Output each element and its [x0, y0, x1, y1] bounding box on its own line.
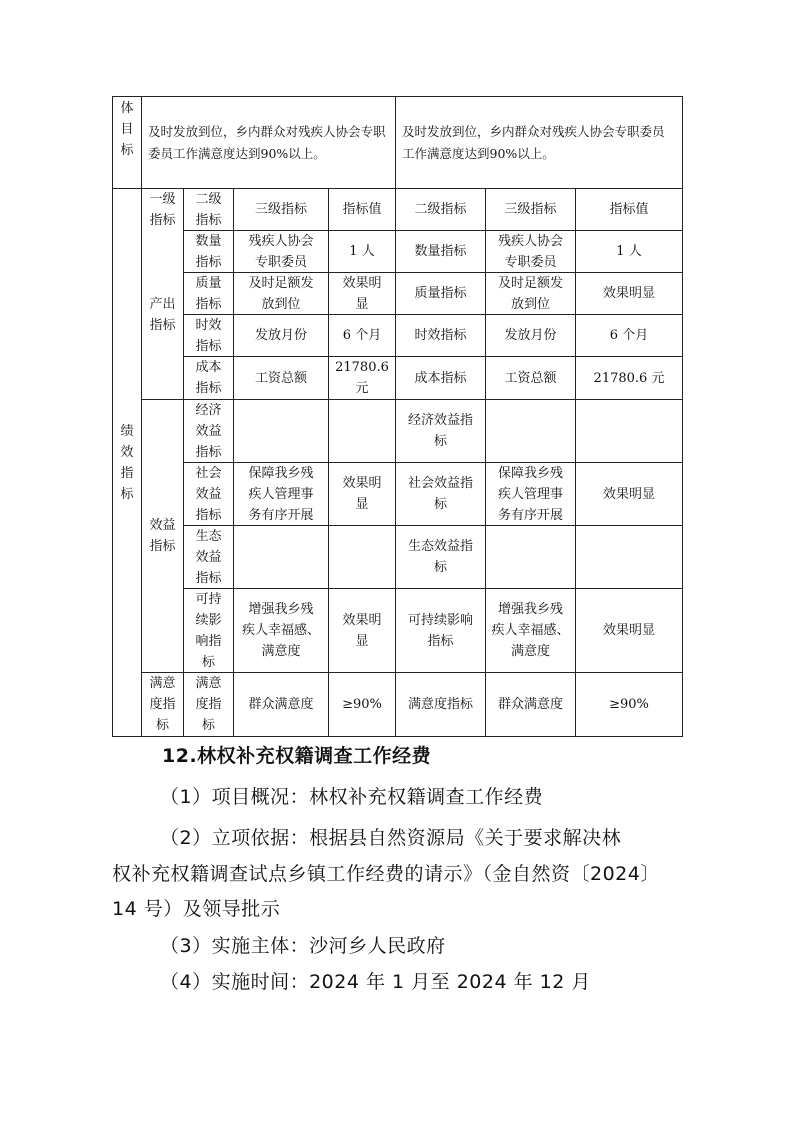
row-right-level2: 满意度指标 — [407, 697, 473, 712]
paragraph-overview: （1）项目概况：林权补充权籍调查工作经费 — [160, 786, 544, 808]
goal-text-left: 及时发放到位，乡内群众对残疾人协会专职委员工作满意度达到90%以上。 — [148, 123, 386, 161]
row-right-value: 21780.6 元 — [593, 370, 665, 386]
row-level2: 数量 指标 — [195, 233, 222, 270]
output-indicator-label: 产出 指标 — [149, 297, 176, 333]
row-level3 — [234, 526, 328, 588]
row-right-level2: 经济效益指 标 — [407, 413, 473, 449]
row-right-value: 1 人 — [616, 244, 642, 259]
row-level3: 群众满意度 — [248, 697, 314, 712]
header-right-level2: 二级指标 — [414, 202, 467, 217]
row-right-level3: 残疾人协会 专职委员 — [497, 233, 563, 270]
row-value — [329, 400, 395, 462]
goal-text-right: 及时发放到位，乡内群众对残疾人协会专职委员工作满意度达到90%以上。 — [402, 123, 665, 161]
paragraph-basis-line1: （2）立项依据：根据县自然资源局《关于要求解决林 — [160, 827, 622, 849]
row-value: ≥90% — [342, 697, 382, 712]
row-right-level3 — [486, 400, 575, 462]
row-right-level2: 时效指标 — [414, 328, 467, 343]
row-level3: 发放月份 — [254, 328, 307, 343]
row-right-level2: 成本指标 — [414, 370, 467, 386]
satisfaction-indicator-label: 满意 度指 标 — [149, 676, 176, 733]
header-level3: 三级指标 — [254, 202, 307, 217]
row-right-value: 效果明显 — [602, 623, 655, 638]
row-right-level2: 数量指标 — [414, 244, 467, 259]
row-right-level3: 增强我乡残 疾人幸福感、 满意度 — [491, 602, 570, 659]
row-level2: 经济 效益 指标 — [195, 402, 222, 460]
row-right-level2: 生态效益指 标 — [407, 539, 473, 575]
table-border-bottom — [112, 736, 682, 737]
row-level3: 保障我乡残 疾人管理事 务有序开展 — [248, 465, 314, 523]
row-right-level2: 质量指标 — [414, 286, 467, 301]
row-right-level3 — [486, 526, 575, 588]
goal-label-cell: 体 目 标 — [120, 101, 134, 158]
row-level3 — [234, 400, 328, 462]
row-right-level3: 工资总额 — [504, 370, 557, 386]
header-level2: 二级 指标 — [195, 191, 222, 228]
row-level2: 可持 续影 响指 标 — [195, 591, 222, 670]
row-value: 效果明 显 — [342, 476, 382, 512]
row-value: 6 个月 — [342, 328, 382, 343]
row-right-value: ≥90% — [609, 697, 649, 712]
row-level2: 生态 效益 指标 — [195, 528, 222, 586]
narrative-section — [0, 740, 793, 1122]
row-level2: 质量 指标 — [195, 275, 222, 312]
performance-indicator-label: 绩 效 指 标 — [120, 423, 134, 502]
section-heading: 12.林权补充权籍调查工作经费 — [162, 745, 432, 767]
row-level3: 残疾人协会 专职委员 — [248, 233, 314, 270]
paragraph-basis-line2: 权补充权籍调查试点乡镇工作经费的请示》（金自然资〔2024〕 — [112, 863, 660, 885]
row-level2: 满意 度指 标 — [195, 676, 222, 733]
row-level2: 社会 效益 指标 — [195, 465, 222, 523]
row-level3: 工资总额 — [254, 370, 307, 386]
row-right-level2: 社会效益指 标 — [407, 476, 473, 512]
row-level2: 成本 指标 — [195, 360, 222, 396]
header-right-level3: 三级指标 — [504, 202, 557, 217]
row-right-level3: 群众满意度 — [497, 697, 563, 712]
row-right-value: 6 个月 — [609, 328, 649, 343]
paragraph-period: （4）实施时间：2024 年 1 月至 2024 年 12 月 — [160, 971, 591, 993]
row-right-value — [576, 400, 682, 462]
paragraph-implementer: （3）实施主体：沙河乡人民政府 — [160, 935, 446, 957]
row-level3: 增强我乡残 疾人幸福感、 满意度 — [241, 602, 320, 659]
paragraph-basis-line3: 14 号）及领导批示 — [112, 898, 281, 920]
row-right-value: 效果明显 — [602, 486, 655, 502]
header-value: 指标值 — [342, 202, 382, 217]
row-right-level2: 可持续影响 指标 — [407, 612, 473, 649]
row-right-level3: 及时足额发 放到位 — [497, 275, 563, 312]
header-level1: 一级 指标 — [149, 191, 176, 228]
row-right-value: 效果明显 — [602, 286, 655, 301]
table-border-right — [682, 96, 683, 737]
row-value: 1 人 — [349, 244, 375, 259]
row-value — [329, 526, 395, 588]
row-right-value — [576, 526, 682, 588]
row-right-level3: 发放月份 — [504, 328, 557, 343]
row-level2: 时效 指标 — [195, 317, 222, 354]
row-value: 效果明 显 — [342, 275, 382, 312]
row-value: 效果明 显 — [342, 612, 382, 649]
header-right-value: 指标值 — [609, 202, 649, 217]
benefit-indicator-label: 效益 指标 — [149, 518, 176, 554]
row-value: 21780.6 元 — [335, 360, 389, 396]
row-level3: 及时足额发 放到位 — [248, 275, 314, 312]
row-right-level3: 保障我乡残 疾人管理事 务有序开展 — [497, 465, 563, 523]
